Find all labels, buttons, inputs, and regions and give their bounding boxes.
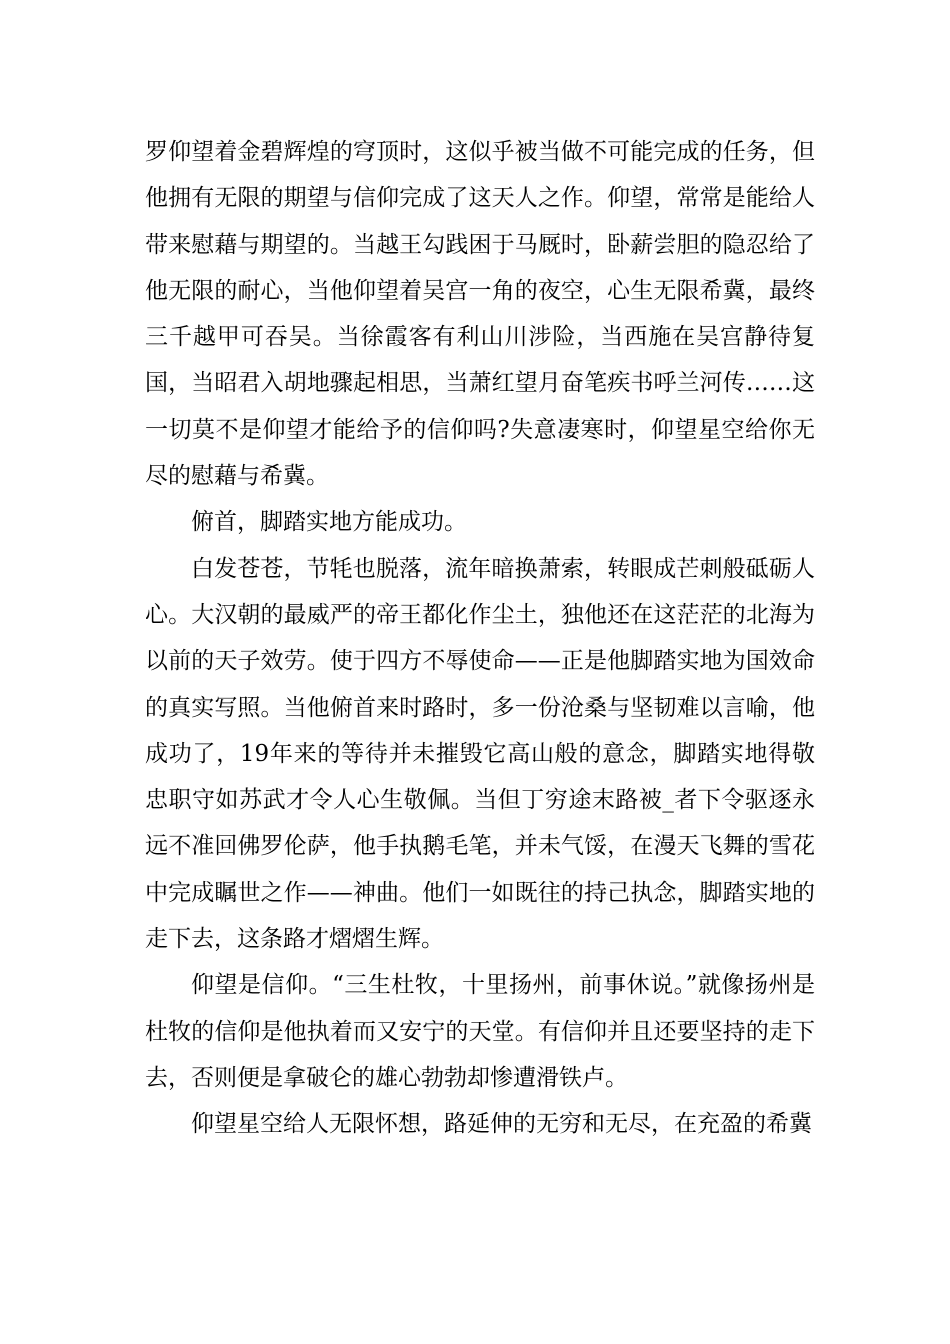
paragraph-2: 俯首，脚踏实地方能成功。 [191, 509, 467, 536]
paragraph-3: 白发苍苍，节牦也脱落，流年暗换萧索，转眼成芒刺般砥砺人心。大汉朝的最威严的帝王都化作尘土，独他还在这茫茫的北海为以前的天子效劳。使于四方不辱使命——正是他脚踏实地为国效命的真实写照。当他俯首来时路时，多一份沧桑与坚韧难以言喻，他成功了，19年来的等待并未摧毁它高山般的意念，脚踏实地得敬忠职守如苏武才令人心生敬佩。当但丁穷途末路被_者下令驱逐永远不准回佛罗伦萨，他手执鹅毛笔，并未气馁，在漫天飞舞的雪花中完成瞩世之作——神曲。他们一如既往的持己执念，脚踏实地的走下去，这条路才熠熠生辉。 [145, 555, 815, 953]
document-body [145, 129, 815, 1148]
paragraph-1: 罗仰望着金碧辉煌的穹顶时，这似乎被当做不可能完成的任务，但他拥有无限的期望与信仰完成了这天人之作。仰望，常常是能给人带来慰藉与期望的。当越王勾践困于马厩时，卧薪尝胆的隐忍给了他无限的耐心，当他仰望着吴宫一角的夜空，心生无限希冀，最终三千越甲可吞吴。当徐霞客有利山川涉险，当西施在吴宫静待复国，当昭君入胡地骤起相思，当萧红望月奋笔疾书呼兰河传……这一切莫不是仰望才能给予的信仰吗?失意凄寒时，仰望星空给你无尽的慰藉与希冀。 [145, 139, 815, 490]
paragraph-4: 仰望是信仰。“三生杜牧，十里扬州，前事休说。”就像扬州是杜牧的信仰是他执着而又安宁的天堂。有信仰并且还要坚持的走下去，否则便是拿破仑的雄心勃勃却惨遭滑铁卢。 [145, 972, 815, 1091]
paragraph-5: 仰望星空给人无限怀想，路延伸的无穷和无尽，在充盈的希冀 [191, 1111, 812, 1138]
